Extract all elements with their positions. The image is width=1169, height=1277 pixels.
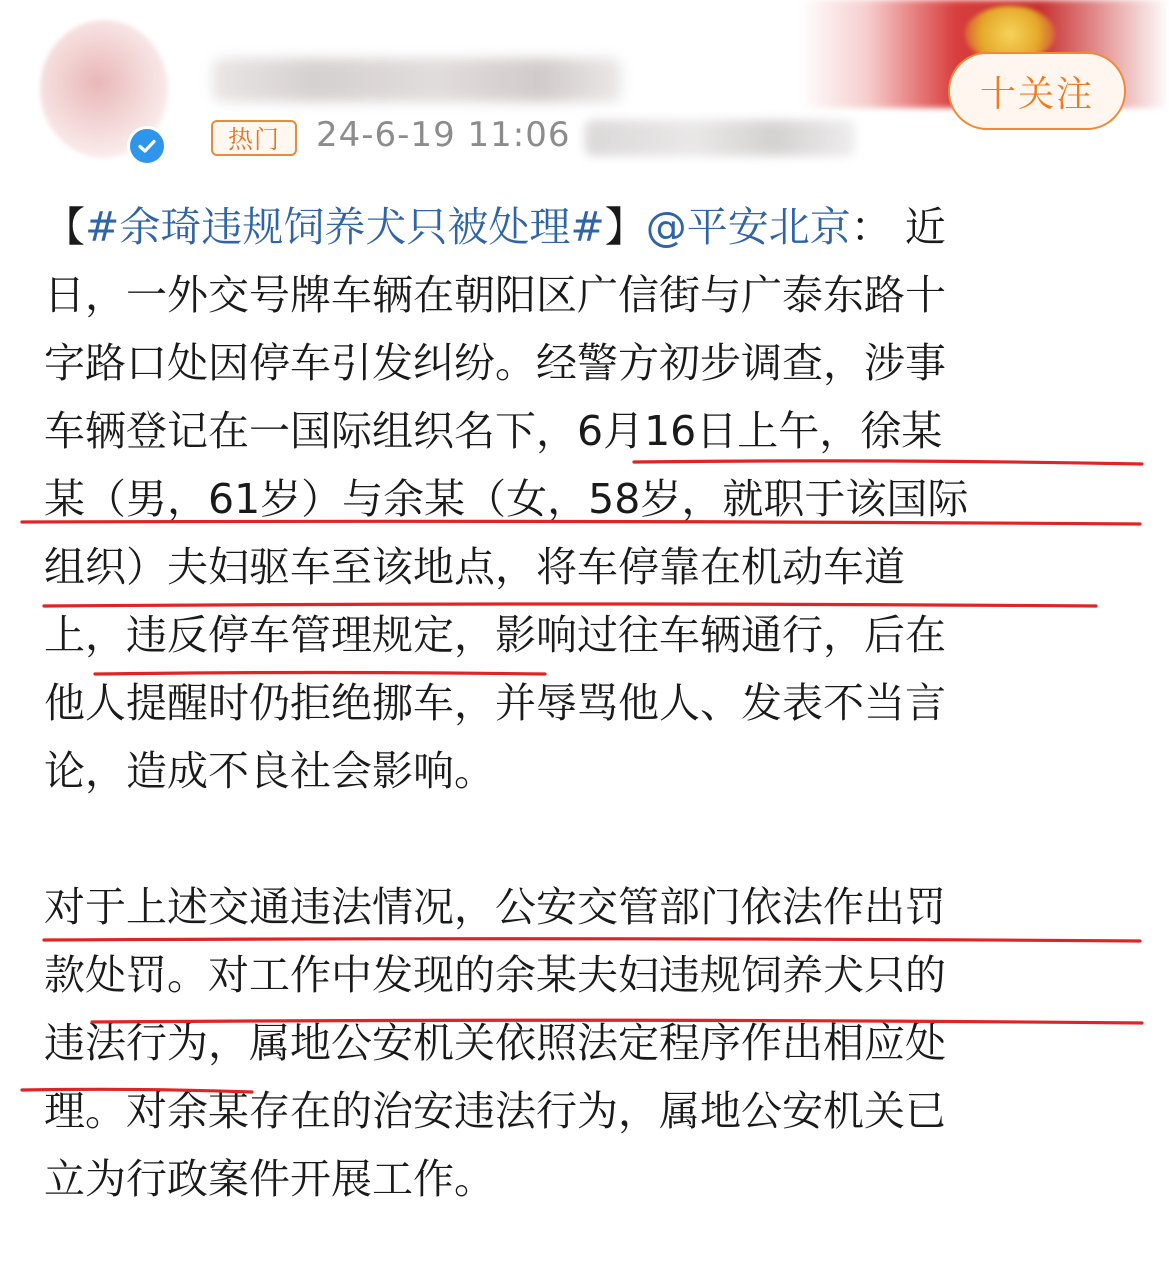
text-line: 日，一外交号牌车辆在朝阳区广信街与广泰东路十 (44, 271, 946, 319)
text-line: 某（男，61岁）与余某（女，58岁，就职于该国际 (44, 475, 969, 523)
text-line (44, 193, 1129, 261)
topic-open-bracket: 【 (44, 203, 85, 251)
post-body (44, 193, 1129, 1213)
text-line: 上，违反停车管理规定，影响过往车辆通行，后在 (44, 611, 946, 659)
text-line: 对于上述交通违法情况，公安交管部门依法作出罚 (44, 883, 946, 931)
mention-link[interactable]: @平安北京 (645, 203, 851, 251)
topic-hashtag-link[interactable]: #余琦违规饲养犬只被处理# (85, 203, 605, 251)
post-source-redacted (585, 120, 855, 156)
topic-close-bracket: 】 (604, 203, 646, 251)
paragraph-gap (44, 805, 1129, 873)
text-segment: ： 近 (850, 203, 946, 251)
post-header (0, 0, 1169, 180)
text-line: 理。对余某存在的治安违法行为，属地公安机关已 (44, 1087, 946, 1135)
text-line: 违法行为，属地公安机关依照法定程序作出相应处 (44, 1019, 946, 1067)
follow-button[interactable]: 十关注 (948, 52, 1126, 130)
text-line: 他人提醒时仍拒绝挪车，并辱骂他人、发表不当言 (44, 679, 946, 727)
text-line: 立为行政案件开展工作。 (44, 1155, 495, 1203)
text-line: 车辆登记在一国际组织名下，6月16日上午，徐某 (44, 407, 943, 455)
text-line: 组织）夫妇驱车至该地点，将车停靠在机动车道 (44, 543, 905, 591)
text-line: 款处罚。对工作中发现的余某夫妇违规饲养犬只的 (44, 951, 946, 999)
username-redacted[interactable] (212, 58, 622, 102)
hot-tag-badge: 热门 (211, 120, 297, 156)
verified-check-icon (127, 126, 167, 166)
post-timestamp: 24-6-19 11:06 (316, 115, 571, 155)
text-line: 论，造成不良社会影响。 (44, 747, 495, 795)
text-line: 字路口处因停车引发纠纷。经警方初步调查，涉事 (44, 339, 946, 387)
